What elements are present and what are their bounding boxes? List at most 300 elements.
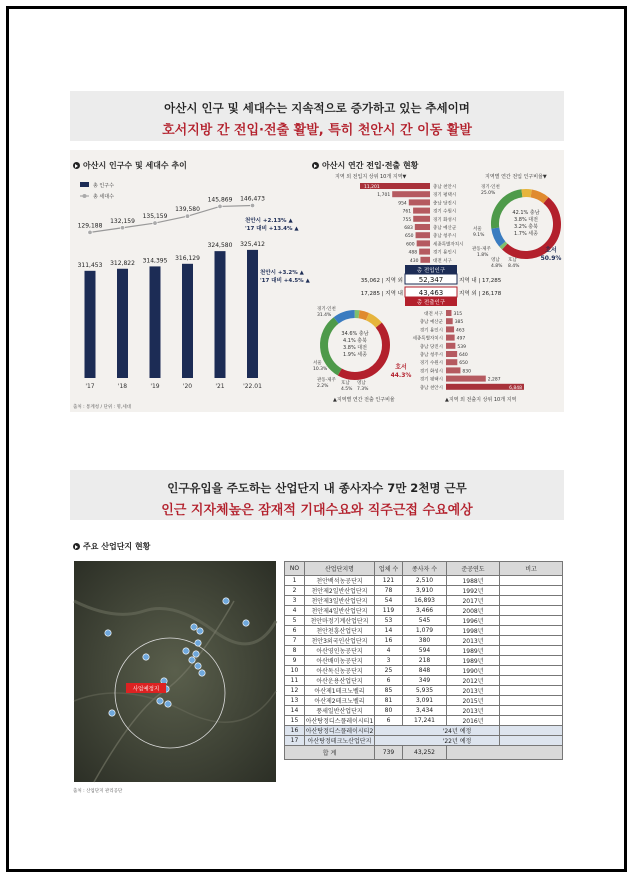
table-cell: 천안백석농공단지 [305,576,375,586]
table-cell: '22년 예정 [375,736,500,746]
table-cell: 7 [285,636,305,646]
migration-chart-title: 아산시 연간 전입·전출 현황 [312,160,418,171]
x-tick-label: '20 [182,383,193,390]
total-in-label: 총 전입인구 [416,268,446,274]
table-cell: 2 [285,586,305,596]
donut-slice [531,193,546,200]
out-honam: 호남 [341,381,350,386]
population-annotation-1: 천안시 +3.2% ▲ [260,270,304,276]
population-bar [85,271,96,378]
inflow-bar [417,240,430,246]
table-row [285,646,563,656]
table-cell: 아산운용산업단지 [305,676,375,686]
table-row [285,586,563,596]
donut-slice [502,244,504,247]
in-honam: 호남 [508,258,517,263]
table-cell: 풍세일반산업단지 [305,706,375,716]
table-cell: 8 [285,646,305,656]
table-total-row [285,746,563,760]
inflow-bar-value: 488 [408,250,418,256]
donut-slice [324,320,340,372]
table-cell: 아산영인농공단지 [305,646,375,656]
in-inside: 지역 내 | 17,285 [459,278,502,284]
outflow-bar-label: 경기 용인시 [419,328,443,334]
table-row [285,706,563,716]
table-cell: 아산탕정디스플레이시티2 [305,726,375,736]
table-cell: 594 [403,646,447,656]
table-row-planned [285,736,563,746]
inflow-bar-value: 430 [409,258,419,264]
legend-bar-label: 총 인구수 [93,183,114,189]
donut-slice [495,228,502,244]
play-bullet-icon [73,543,80,550]
outflow-bar-label: 경기 평택시 [419,377,443,383]
table-row [285,696,563,706]
table-cell: 천안제3일반산업단지 [305,596,375,606]
table-cell: 81 [375,696,403,706]
in-gwandong-pct: 1.8% [477,253,489,258]
table-cell: 16,893 [403,596,447,606]
out-honam-pct: 4.5% [341,387,353,392]
inflow-bar-label: 경기 평택시 [433,193,457,199]
outflow-bar [446,326,454,332]
map-pin-icon [143,654,149,660]
industry-section-title: 주요 산업단지 현황 [73,541,150,552]
table-cell: 10 [285,666,305,676]
in-gyeonggi: 경기·인천 [481,185,500,190]
population-chart-title: 아산시 인구수 및 세대수 추이 [73,160,187,171]
table-cell: 4 [375,646,403,656]
map-pin-icon [199,670,205,676]
out-ratio-label: ▲지역별 연간 전출 인구비율 [333,397,395,403]
table-cell [500,706,563,716]
map-pin-icon [191,624,197,630]
out-seoul: 서울 [313,361,322,366]
table-cell: 3 [375,656,403,666]
out-gwandong: 관동·제주 [317,378,336,383]
table-cell: 6 [285,626,305,636]
population-bar-label: 314,395 [142,257,168,265]
table-cell: 848 [403,666,447,676]
out-center-4: 1.9% 세종 [343,352,367,358]
outflow-bar-value: 497 [456,336,466,342]
table-cell: 천안제4일반산업단지 [305,606,375,616]
table-cell: 3,466 [403,606,447,616]
table-cell: 아산탕정디스플레이시티1 [305,716,375,726]
inflow-bar-value: 1,701 [377,193,391,199]
table-cell: 2016년 [447,716,500,726]
table-cell: 349 [403,676,447,686]
household-point-label: 129,188 [77,222,103,230]
donut-slice [336,314,355,320]
out-top-label: ▲지역 외 전출지 상위 10개 지역 [445,397,517,403]
table-cell: 6 [375,676,403,686]
map-pin-icon [243,620,249,626]
industrial-complex-table [284,561,563,760]
in-seoul: 서울 [473,227,482,232]
table-cell: 380 [403,636,447,646]
inflow-bar-value: 761 [402,209,412,215]
table-cell: 2013년 [447,706,500,716]
total-companies: 739 [375,746,403,760]
out-gyeonggi-pct: 31.4% [317,313,332,318]
outflow-bar [446,359,457,365]
table-row [285,686,563,696]
table-cell [500,716,563,726]
inflow-bar-value: 954 [398,201,407,207]
table-cell: 천안3외국인산업단지 [305,636,375,646]
table-cell: 1988년 [447,576,500,586]
table-cell: 2013년 [447,686,500,696]
household-point-label: 145,869 [207,196,233,204]
total-out-value: 43,463 [418,289,444,297]
in-top-label: 지역 외 전입지 상위 10개 지역▼ [335,174,407,180]
table-cell: 2017년 [447,596,500,606]
inflow-bar-label: 충남 예산군 [433,226,457,231]
legend [80,182,114,200]
table-cell: 천안제2일반산업단지 [305,586,375,596]
table-cell [500,676,563,686]
population-bar [247,250,258,378]
table-cell [500,656,563,666]
table-cell: 아산탕정테크노산업단지 [305,736,375,746]
legend-bar-swatch [80,182,89,187]
x-axis-labels [85,383,262,390]
table-cell: 2012년 [447,676,500,686]
map-pin-icon [105,630,111,636]
household-point-label: 135,159 [142,213,168,221]
table-cell: 16 [375,636,403,646]
table-cell: 545 [403,616,447,626]
table-cell: 1 [285,576,305,586]
total-label: 합 계 [285,746,375,760]
table-row [285,666,563,676]
table-row [285,716,563,726]
banner2-line-2: 인근 지자체높은 잠재적 기대수요와 직주근접 수요예상 [161,503,473,518]
banner-industry [70,470,564,520]
inflow-bar-label: 대전 서구 [433,258,452,264]
household-point-label: 132,159 [110,217,135,225]
map-pin-icon [189,657,195,663]
table-cell: 1990년 [447,666,500,676]
population-bar [215,251,226,378]
total-workers: 43,252 [403,746,447,760]
inflow-bar-label: 충남 당진시 [433,201,457,207]
table-cell [447,746,563,760]
table-cell: 121 [375,576,403,586]
table-body [285,576,563,760]
in-outside: 35,062 | 지역 외 [360,278,403,284]
in-yeongnam-pct: 4.8% [491,264,503,269]
table-cell: 119 [375,606,403,616]
in-center-3: 3.2% 충북 [514,224,538,230]
banner-population [70,91,564,141]
outflow-bar-label: 충남 당진시 [419,344,443,350]
map-pin-icon [109,710,115,716]
table-cell: 15 [285,716,305,726]
out-seoul-pct: 10.3% [313,367,328,372]
in-center-2: 3.8% 대전 [514,217,538,223]
inflow-bar-label: 경기 화성시 [433,217,457,223]
table-cell: 3,091 [403,696,447,706]
donut-slice [359,314,367,316]
table-row [285,616,563,626]
outflow-bar-label: 세종특별자치시 [412,336,443,342]
outflow-bar-value: 385 [454,320,464,326]
inflow-bars [360,183,463,264]
x-tick-label: '21 [215,383,225,390]
out-hoseo-pct: 44.3% [390,372,412,379]
table-cell: 1,079 [403,626,447,636]
table-cell: 11 [285,676,305,686]
total-inflow [361,265,502,284]
table-row [285,626,563,636]
in-center-4: 1.7% 세종 [514,231,538,237]
table-cell: 80 [375,706,403,716]
out-gyeonggi: 경기·인천 [317,307,336,312]
in-ratio-label: 지역별 연간 전입 인구비율▼ [485,174,547,180]
outflow-bar-label: 충남 천안시 [419,385,443,391]
table-cell: 12 [285,686,305,696]
map-pin-icon [193,651,199,657]
household-point [88,230,92,234]
outflow-bar-label: 충남 예산군 [419,320,443,326]
population-bar-label: 325,412 [240,240,265,248]
total-in-value: 52,347 [418,276,444,284]
table-cell: 천안천흥산업단지 [305,626,375,636]
household-annotation-2: '17 대비 +13.4% ▲ [245,226,299,232]
table-cell: 5,935 [403,686,447,696]
in-center-1: 42.1% 충남 [512,210,540,216]
table-row [285,596,563,606]
outflow-bar [446,351,457,357]
table-cell [500,736,563,746]
legend-line-label: 총 세대수 [93,194,114,200]
table-cell: 1996년 [447,616,500,626]
outflow-bar-value: 2,287 [487,377,501,383]
table-cell [500,606,563,616]
col-no: NO [285,562,305,576]
donut-slice [367,317,378,325]
population-bar [150,266,161,378]
table-cell: 17 [285,736,305,746]
table-cell: 54 [375,596,403,606]
population-bar-label: 311,453 [77,261,103,269]
table-cell: 25 [375,666,403,676]
table-cell: 2,510 [403,576,447,586]
outflow-bar-label: 경기 수원시 [419,361,443,367]
population-bar [117,269,128,378]
table-cell: 1998년 [447,626,500,636]
out-hoseo: 호서 [395,364,407,371]
table-cell [500,636,563,646]
household-line [78,195,265,234]
out-outside: 지역 외 | 26,178 [459,291,502,297]
table-header-row [285,562,563,576]
in-hoseo-pct: 50.9% [540,255,562,262]
table-cell: 3,434 [403,706,447,716]
inflow-bar-label: 경기 용인시 [433,250,457,256]
table-cell: 16 [285,726,305,736]
population-bars [78,241,265,378]
household-point [120,226,124,230]
table-cell: 13 [285,696,305,706]
total-outflow [361,287,502,306]
table-cell: 1989년 [447,646,500,656]
table-cell: 9 [285,656,305,666]
outflow-bar-label: 경기 화성시 [419,369,443,375]
inflow-bar-value: 683 [404,226,413,231]
table-cell [500,646,563,656]
table-row [285,636,563,646]
table-cell [500,626,563,636]
in-yeongnam: 영남 [491,258,500,263]
in-gyeonggi-pct: 25.0% [481,191,496,196]
inflow-bar [415,224,430,230]
banner-line-2: 호서지방 간 전입·전출 활발, 특히 천안시 간 이동 활발 [162,123,472,138]
table-cell [500,666,563,676]
out-yeongnam: 영남 [357,381,366,386]
outflow-bar [446,318,453,324]
table-cell: 218 [403,656,447,666]
table-row [285,656,563,666]
population-chart [70,150,315,412]
household-point-label: 139,580 [175,206,200,214]
table-row [285,676,563,686]
outflow-bar [446,367,460,373]
household-point [153,221,157,225]
table-cell [500,596,563,606]
col-workers: 종사자 수 [403,562,447,576]
map-pin-icon [183,648,189,654]
inflow-bar-label: 세종특별자치시 [433,242,464,248]
table-cell: 17,241 [403,716,447,726]
map-pin-icon [165,701,171,707]
outflow-bar-value: 830 [462,369,472,375]
table-cell: 1992년 [447,586,500,596]
industrial-map [74,561,276,782]
x-tick-label: '18 [117,383,128,390]
outflow-bars [413,310,524,391]
inflow-donut [472,183,561,269]
table-cell: 53 [375,616,403,626]
map-pin-icon [157,698,163,704]
table-cell: 14 [375,626,403,636]
population-bar-label: 324,580 [207,242,233,250]
table-cell [500,576,563,586]
inflow-bar [409,199,430,205]
table-cell: 아산제2테크노벨리 [305,696,375,706]
inflow-bar [420,257,430,263]
col-year: 준공연도 [447,562,500,576]
table-cell: 85 [375,686,403,696]
in-gwandong: 관동·제주 [472,247,491,252]
household-point [250,203,254,207]
outflow-bar [446,376,486,382]
table-cell: 1989년 [447,656,500,666]
table-cell: 아산제1테크노벨리 [305,686,375,696]
inflow-bar [413,216,430,222]
col-name: 산업단지명 [305,562,375,576]
migration-chart [315,150,564,412]
site-label: 사업예정지 [132,686,160,693]
outflow-donut [313,305,411,392]
col-companies: 업체 수 [375,562,403,576]
outflow-bar-value: 463 [456,328,465,334]
table-cell: 2015년 [447,696,500,706]
population-bar-label: 312,822 [110,259,135,267]
household-point [218,204,222,208]
inflow-bar-value: 650 [404,234,414,240]
table-cell: 6 [375,716,403,726]
table-cell: 3,910 [403,586,447,596]
outflow-bar-value: 6,848 [509,385,522,391]
population-annotation-2: '17 대비 +4.5% ▲ [260,278,310,284]
outflow-bar-value: 650 [459,361,468,367]
banner-line-1: 아산시 인구 및 세대수는 지속적으로 증가하고 있는 추세이며 [164,101,470,115]
map-pin-icon [195,663,201,669]
map-source: 출처 : 산업단지 관리공단 [73,789,123,794]
population-bar-label: 316,129 [175,254,200,262]
population-bar [182,264,193,378]
household-point-label: 146,473 [240,195,265,203]
inflow-bar-label: 경기 수원시 [433,209,457,215]
outflow-bar-label: 충남 청주시 [419,353,443,358]
x-tick-label: '19 [150,383,160,390]
inflow-bar-value: 11,201 [364,185,380,190]
in-honam-pct: 8.4% [508,264,520,269]
outflow-bar-value: 539 [457,344,466,350]
out-inside: 17,285 | 지역 내 [360,291,403,297]
table-cell [500,726,563,736]
table-cell [500,696,563,706]
out-center-1: 34.6% 충남 [341,331,369,337]
table-row [285,606,563,616]
out-center-3: 3.8% 대전 [343,345,367,351]
table-cell: 2008년 [447,606,500,616]
map-pin-icon [197,628,203,634]
in-seoul-pct: 9.1% [473,233,485,238]
table-cell: 천안마정기계산업단지 [305,616,375,626]
household-point [185,214,189,218]
table-cell: 2013년 [447,636,500,646]
table-row-planned [285,726,563,736]
in-hoseo: 호서 [545,247,557,254]
total-out-label: 총 전출인구 [416,300,446,306]
banner2-line-1: 인구유입을 주도하는 산업단지 내 종사자수 7만 2천명 근무 [167,481,467,495]
table-cell: 아산배미농공단지 [305,656,375,666]
outflow-bar-value: 315 [453,312,463,317]
inflow-bar [413,208,430,214]
table-cell [500,686,563,696]
outflow-bar [446,335,455,341]
table-cell [500,586,563,596]
table-cell: '24년 예정 [375,726,500,736]
map-pin-icon [223,598,229,604]
table-cell [500,616,563,626]
inflow-bar-value: 755 [402,217,412,223]
outflow-bar-value: 640 [459,353,468,358]
inflow-bar-value: 600 [406,242,415,248]
population-source: 출처 : 통계청 / 단위 : 명,세대 [73,405,132,410]
table-cell: 5 [285,616,305,626]
inflow-bar-label: 충남 청주시 [433,234,457,240]
x-tick-label: '22.01 [243,383,262,390]
outflow-bar-label: 대전 서구 [424,312,443,317]
table-cell: 78 [375,586,403,596]
table-cell: 4 [285,606,305,616]
table-cell: 14 [285,706,305,716]
